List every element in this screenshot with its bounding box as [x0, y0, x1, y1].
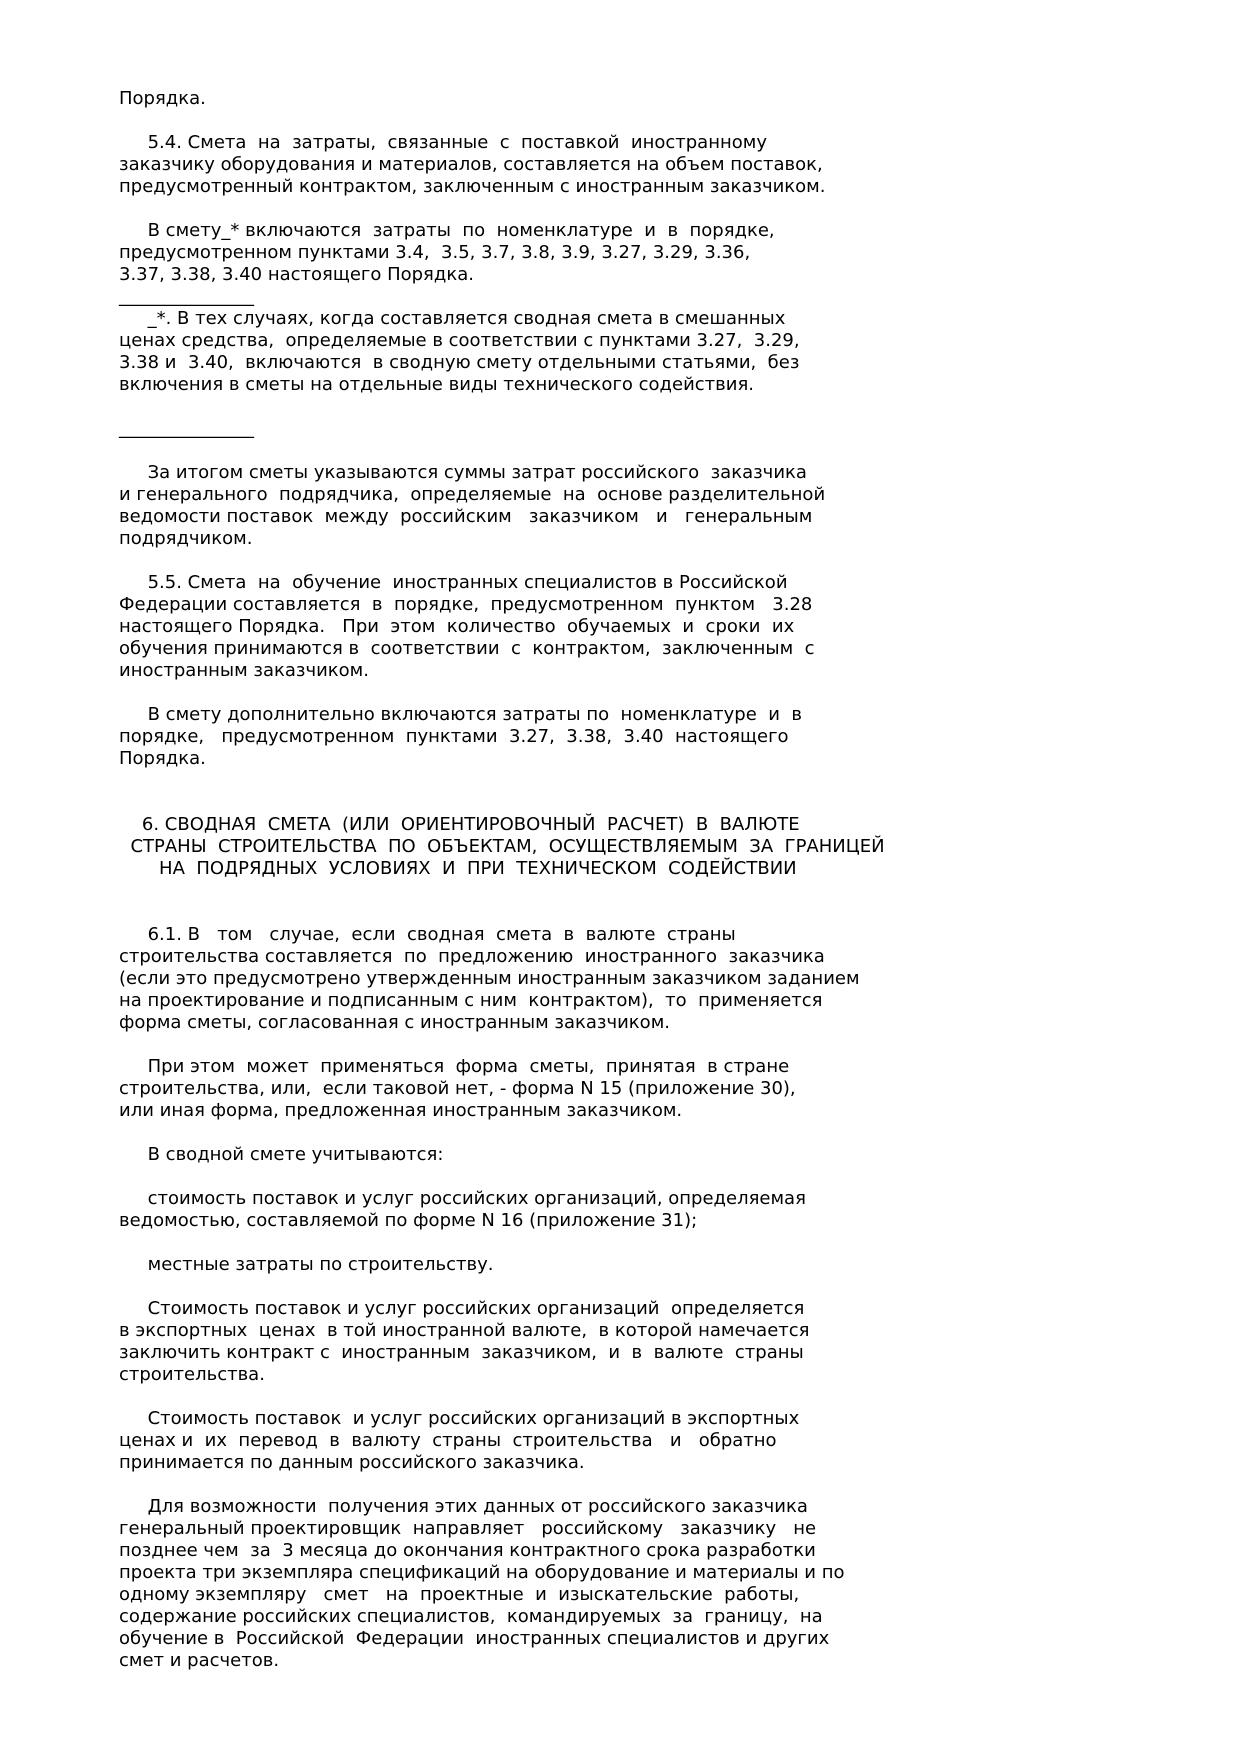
paragraph: Стоимость поставок и услуг российских организаций определяется в экспортных ценах в той иностранной валюте, в которой намечается заключить контракт с иностранным заказчиком, и в валюте страны строительства. — [119, 1298, 810, 1385]
spacer — [119, 682, 1119, 704]
paragraph: В смету_* включаются затраты по номенклатуре и в порядке, предусмотренном пунктами 3.4, 3.5, 3.7, 3.8, 3.9, 3.27, 3.29, 3.36, 3.37, 3.38, 3.40 настоящего Порядка. — [119, 220, 775, 285]
spacer — [119, 1276, 1119, 1298]
spacer — [119, 110, 1119, 132]
spacer — [119, 198, 1119, 220]
spacer — [119, 880, 1119, 924]
paragraph: В сводной смете учитываются: — [119, 1144, 444, 1165]
paragraph: стоимость поставок и услуг российских организаций, определяемая ведомостью, составляемой по форме N 16 (приложение 31); — [119, 1188, 806, 1231]
paragraph: 5.4. Смета на затраты, связанные с поставкой иностранному заказчику оборудования и материалов, составляется на объем поставок, предусмотренный контрактом, заключенным с иностранным заказчиком. — [119, 132, 826, 197]
spacer — [119, 1386, 1119, 1408]
spacer — [119, 1232, 1119, 1254]
spacer — [119, 550, 1119, 572]
footnote-rule: _______________ — [119, 418, 254, 439]
paragraph: 5.5. Смета на обучение иностранных специалистов в Российской Федерации составляется в порядке, предусмотренном пунктом 3.28 настоящего Порядка. При этом количество обучаемых и сроки их обучения принимаются в соответствии с контрактом, заключенным с иностранным заказчиком. — [119, 572, 815, 681]
spacer — [119, 440, 1119, 462]
paragraph: 6.1. В том случае, если сводная смета в валюте страны строительства составляется по предложению иностранного заказчика (если это предусмотрено утвержденным иностранным заказчиком заданием на проектирование и подписанным с ним контрактом), то применяется форма сметы, согласованная с иностранным заказчиком. — [119, 924, 860, 1033]
spacer — [119, 1474, 1119, 1496]
spacer — [119, 1122, 1119, 1144]
paragraph: Стоимость поставок и услуг российских организаций в экспортных ценах и их перевод в валюту страны строительства и обратно принимается по данным российского заказчика. — [119, 1408, 800, 1473]
paragraph: местные затраты по строительству. — [119, 1254, 494, 1275]
spacer — [119, 396, 1119, 418]
footnote: _______________ _*. В тех случаях, когда составляется сводная смета в смешанных ценах средства, определяемые в соответствии с пунктами 3.27, 3.29, 3.38 и 3.40, включаются в сводную смету отдельными статьями, без включения в сметы на отдельные виды технического содействия. — [119, 286, 800, 395]
spacer — [119, 1166, 1119, 1188]
paragraph: При этом может применяться форма сметы, принятая в стране строительства, или, если таковой нет, - форма N 15 (приложение 30), или иная форма, предложенная иностранным заказчиком. — [119, 1056, 796, 1121]
paragraph: В смету дополнительно включаются затраты по номенклатуре и в порядке, предусмотренном пунктами 3.27, 3.38, 3.40 настоящего Порядка. — [119, 704, 802, 769]
paragraph: За итогом сметы указываются суммы затрат российского заказчика и генерального подрядчика, определяемые на основе разделительной ведомости поставок между российским заказчиком и генеральным подрядчиком. — [119, 462, 826, 549]
document-page — [119, 88, 1119, 1672]
paragraph: Для возможности получения этих данных от российского заказчика генеральный проектировщик направляет российскому заказчику не позднее чем за 3 месяца до окончания контрактного срока разработки проекта три экземпляра спецификаций на оборудование и материалы и по одному экземпляру смет на проектные и изыскательские работы, содержание российских специалистов, командируемых за границу, на обучение в Российской Федерации иностранных специалистов и других смет и расчетов. — [119, 1496, 845, 1671]
section-heading: 6. СВОДНАЯ СМЕТА (ИЛИ ОРИЕНТИРОВОЧНЫЙ РАСЧЕТ) В ВАЛЮТЕ СТРАНЫ СТРОИТЕЛЬСТВА ПО ОБЪЕКТАМ, ОСУЩЕСТВЛЯЕМЫМ ЗА ГРАНИЦЕЙ НА ПОДРЯДНЫХ УСЛОВИЯХ И ПРИ ТЕХНИЧЕСКОМ СОДЕЙСТВИИ — [130, 814, 885, 879]
spacer — [119, 770, 1119, 814]
spacer — [119, 1034, 1119, 1056]
paragraph: Порядка. — [119, 88, 206, 109]
